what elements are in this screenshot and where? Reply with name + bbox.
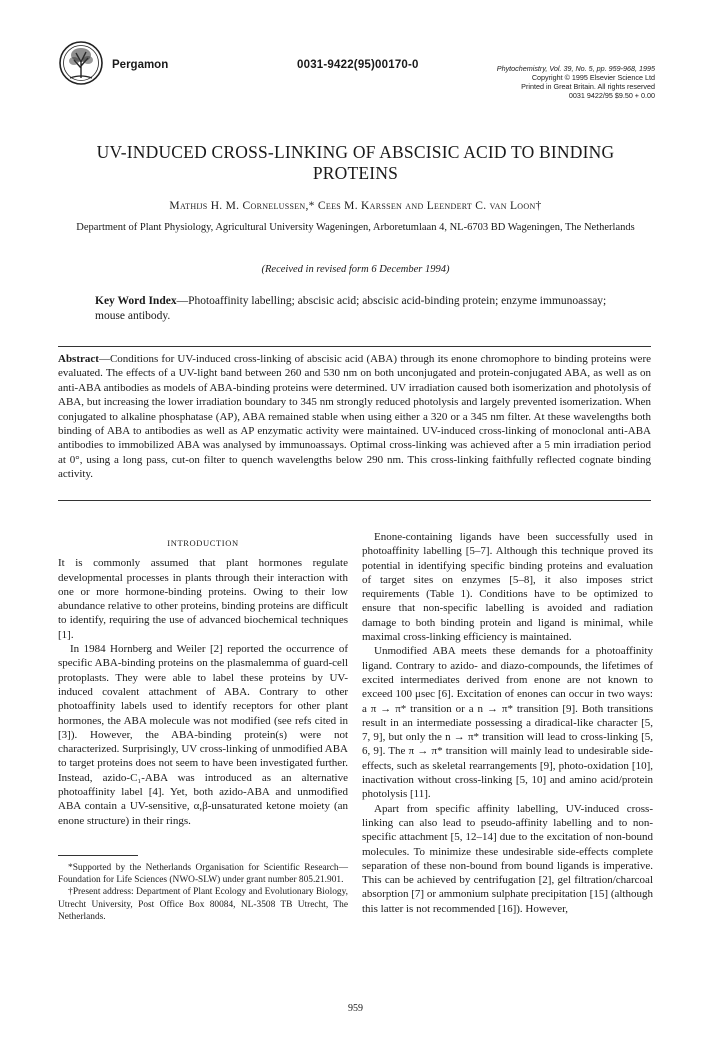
abstract-top-divider: [58, 346, 651, 347]
keyword-index: [95, 294, 620, 323]
footnote-divider: [58, 855, 138, 856]
paragraph: In 1984 Hornberg and Weiler [2] reported the occurrence of specific ABA-binding proteins on the plasmalemma of guard-cell protoplasts. They were able to label these proteins by UV-induced covalent attachment of ABA. Contrary to other photoaffinity labels used to identify receptors for other plant hormones, the ABA molecule was not modified (see refs cited in [3]). However, the ABA-binding protein(s) were not characterized. Surprisingly, UV cross-linking of unmodified ABA to target proteins does not seem to have been investigated further. Instead, azido-C₁-ABA was introduced as an alternative photoaffinity label [4]. Yet, both azido-ABA and unmodified ABA contain a UV-sensitive, α,β-unsaturated ketone moiety (an enone structure) in their rings.: [58, 643, 348, 827]
received-date: (Received in revised form 6 December 1994): [261, 264, 450, 275]
abstract: [58, 352, 651, 482]
paragraph: Enone-containing ligands have been successfully used in photoaffinity labelling [5–7]. Although this technique proved its potential in identifying specific binding proteins and evaluation of target sites on enzymes [5–8], it also imposes strict requirements (Table 1). Conditions have to be optimized to ensure that non-specific labelling is avoided and radiation damage to both binding protein and ligand is minimal, while maximal cross-linking efficiency is maintained.: [362, 531, 653, 644]
paragraph: It is commonly assumed that plant hormones regulate developmental processes in plants through their interaction with one or more hormone-binding proteins. Owing to their low abundance relative to other proteins, binding proteins are difficult to identify, requiring the use of advanced biochemical techniques [1].: [58, 557, 348, 641]
article-doi: 0031-9422(95)00170-0: [297, 59, 419, 71]
paragraph: Apart from specific affinity labelling, UV-induced cross-linking can also lead to pseudo-affinity labelling and to non-specific attachment [5, 12–14] due to the excitation of non-bound molecules. To minimize these undesirable side-effects complete separation of these non-bound from bound ligands is imperative. This can be achieved by centrifugation [2], gel filtration/charcoal absorption [7] or ammonium sulphate precipitation [15] (although this latter is not recommended [16]). However,: [362, 802, 653, 915]
publication-info: [497, 64, 655, 100]
keyword-text: —Photoaffinity labelling; abscisic acid; abscisic acid-binding protein; enzyme immunoassay; mouse antibody.: [95, 295, 607, 322]
footnotes: [58, 862, 348, 923]
publisher-name: Pergamon: [112, 59, 169, 71]
price-code: 0031 9422/95 $9.50 + 0.00: [568, 91, 655, 100]
abstract-text: —Conditions for UV-induced cross-linking of abscisic acid (ABA) through its enone chromophore to binding proteins were evaluated. The effects of a UV-light band between 260 and 530 nm on both unconjugated and protein-conjugated ABA, as well as on anti-ABA antibodies as models of ABA-binding proteins were determined. UV irradiation caused both isomerization and photolysis of ABA, but increasing the lower irradiation boundary to 345 nm strongly reduced photolysis and largely prevented isomerization. When conjugated to alkaline phosphatase (AP), ABA remained stable when using either a 320 or a 345 nm filter. At these wavelengths both binding of ABA to antibodies as well as AP enzymatic activity were maintained. UV-induced cross-linking of monoclonal anti-ABA antibodies to immobilized ABA was analysed by immunoassays. Optimal cross-linking was achieved after a 5 min irradiation period at 0°, using a long pass, cut-on filter to quench wavelengths below 290 nm. This cross-linking faithfully reflected cognate binding activity.: [58, 353, 651, 481]
copyright-line: Copyright © 1995 Elsevier Science Ltd: [531, 73, 655, 82]
footnote-present-address: †Present address: Department of Plant Ecology and Evolutionary Biology, Utrecht University, Post Office Box 80084, NL-3508 TB Utrecht, The Netherlands.: [58, 887, 348, 922]
abstract-bottom-divider: [58, 500, 651, 501]
keyword-label: Key Word Index: [95, 295, 177, 307]
author-list: Mathijs H. M. Cornelussen,* Cees M. Karssen and Leendert C. van Loon†: [169, 200, 542, 212]
page-number: 959: [348, 1003, 363, 1014]
section-heading-introduction: INTRODUCTION: [167, 538, 239, 548]
elsevier-tree-logo-icon: [58, 40, 104, 86]
journal-citation: Phytochemistry, Vol. 39, No. 5, pp. 959-968, 1995: [496, 64, 655, 73]
printed-line: Printed in Great Britain. All rights reserved: [521, 82, 655, 91]
right-column: [362, 530, 653, 916]
author-affiliation: Department of Plant Physiology, Agricultural University Wageningen, Arboretumlaan 4, NL-6703 BD Wageningen, The Netherlands: [76, 222, 635, 233]
paragraph: Unmodified ABA meets these demands for a photoaffinity ligand. Contrary to azido- and diazo-compounds, the lifetimes of excited intermediates derived from enone are not known to exceed 100 μsec [6]. Excitation of enones can occur in two ways: a π → π* transition or a n → π* transition [9]. Both transitions result in an intermediate possessing a diradical-like character [5, 7, 9], but only the n → π* transition will lead to cross-linking [5, 6, 9]. The π → π* transition will mainly lead to undesirable side-effects, such as skeletal rearrangements [9], photo-oxidation [10], inactivation without cross-linking [5, 10] and amino acid/protein photolysis [11].: [362, 645, 653, 801]
article-title: UV-INDUCED CROSS-LINKING OF ABSCISIC ACID TO BINDING PROTEINS: [96, 142, 615, 183]
left-column: [58, 530, 348, 828]
footnote-funding: *Supported by the Netherlands Organisation for Scientific Research—Foundation for Life Sciences (NWO-SLW) under grant number 805.21.901.: [58, 863, 348, 886]
abstract-label: Abstract: [58, 353, 99, 365]
